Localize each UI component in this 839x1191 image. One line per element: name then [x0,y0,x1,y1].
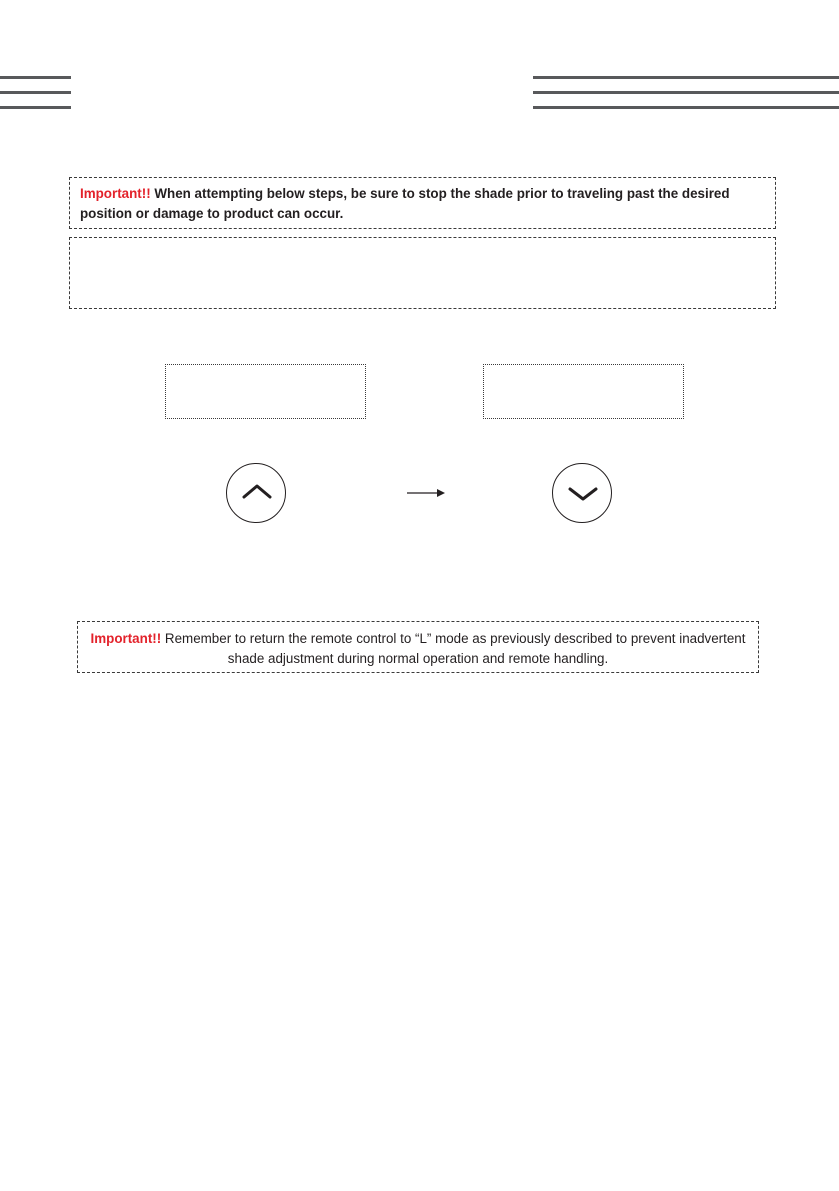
chevron-up-icon [227,464,287,524]
instruction-box-empty [69,237,776,309]
header-rule-right-2 [533,91,839,94]
step-label-box-right [483,364,684,419]
header-rule-left-2 [0,91,71,94]
header-rule-right-1 [533,76,839,79]
header-rule-right-3 [533,106,839,109]
up-button[interactable] [226,463,286,523]
important-notice-bottom [77,621,759,673]
important-notice-top [69,177,776,229]
step-label-box-left [165,364,366,419]
important-label-bottom: Important!! [90,631,162,646]
header-rule-left-3 [0,106,71,109]
important-label-top: Important!! [80,186,151,201]
down-button[interactable] [552,463,612,523]
important-text-bottom: Remember to return the remote control to “L” mode as previously described to prevent inadvertent shade adjustment during normal operation and remote handling. [161,631,746,666]
important-text-top: When attempting below steps, be sure to stop the shade prior to traveling past the desired position or damage to product can occur. [80,186,730,221]
chevron-down-icon [553,464,613,524]
arrow-right-icon [407,486,447,500]
header-rule-left-1 [0,76,71,79]
